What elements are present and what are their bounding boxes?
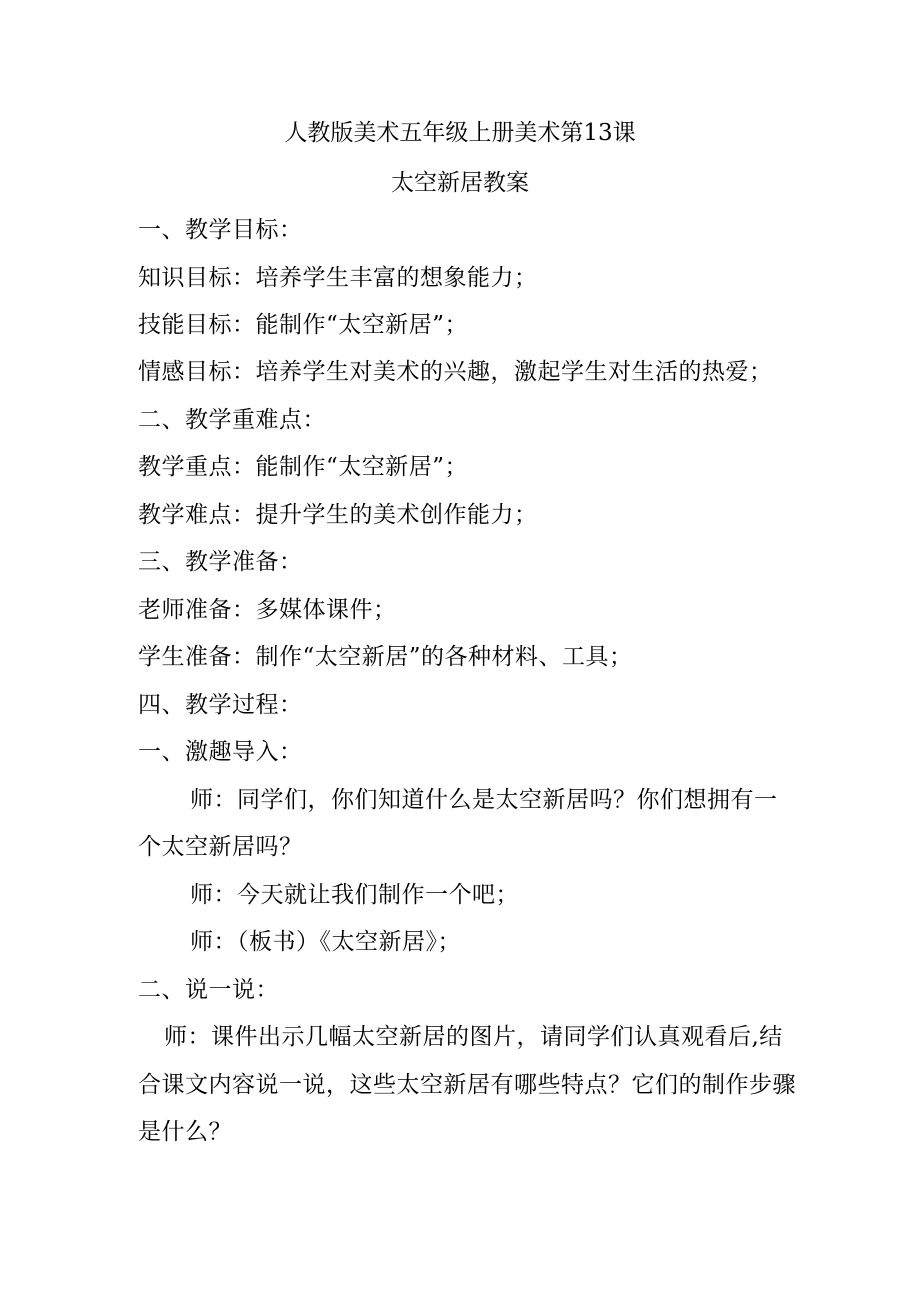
teacher-dialogue-2: 师：今天就让我们制作一个吧；	[190, 882, 519, 908]
teacher-preparation: 老师准备：多媒体课件；	[138, 597, 397, 623]
section-heading-key-points: 二、教学重难点：	[138, 407, 326, 433]
skill-objective: 技能目标：能制作“太空新居”；	[138, 312, 469, 338]
teacher-dialogue-3: 师：（板书）《太空新居》；	[190, 929, 461, 955]
step-heading-discuss: 二、说一说：	[138, 977, 279, 1003]
section-heading-objectives: 一、教学目标：	[138, 217, 303, 243]
section-heading-process: 四、教学过程：	[138, 692, 303, 718]
teacher-dialogue-4c: 是什么？	[138, 1119, 232, 1145]
student-preparation: 学生准备：制作“太空新居”的各种材料、工具；	[138, 644, 633, 670]
knowledge-objective: 知识目标：培养学生丰富的想象能力；	[138, 265, 538, 291]
document-title: 人教版美术五年级上册美术第13课	[284, 120, 636, 146]
section-heading-preparation: 三、教学准备：	[138, 549, 303, 575]
teaching-focus: 教学重点：能制作“太空新居”；	[138, 454, 469, 480]
teacher-dialogue-1b: 个太空新居吗？	[138, 834, 303, 860]
teacher-dialogue-4b: 合课文内容说一说，这些太空新居有哪些特点？它们的制作步骤	[138, 1072, 796, 1098]
teacher-dialogue-4a: 师：课件出示几幅太空新居的图片，请同学们认真观看后,结	[164, 1024, 783, 1050]
document-subtitle: 太空新居教案	[391, 170, 529, 196]
step-heading-intro: 一、激趣导入：	[138, 739, 303, 765]
teaching-difficulty: 教学难点：提升学生的美术创作能力；	[138, 502, 538, 528]
emotion-objective: 情感目标：培养学生对美术的兴趣，激起学生对生活的热爱；	[138, 359, 773, 385]
teacher-dialogue-1a: 师：同学们，你们知道什么是太空新居吗？你们想拥有一	[190, 787, 778, 813]
